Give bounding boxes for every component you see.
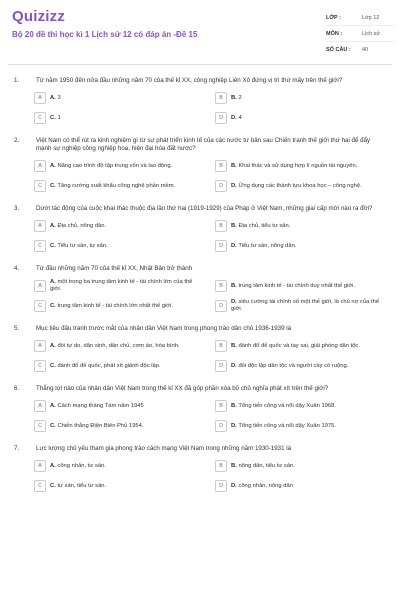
answer-options — [34, 459, 386, 493]
option-text — [50, 463, 106, 470]
question-text-row — [14, 265, 386, 273]
question-5 — [14, 325, 386, 373]
meta-row-grade — [326, 10, 394, 26]
question-4 — [14, 265, 386, 313]
option-letter-box: C — [34, 112, 46, 124]
option-text — [231, 95, 242, 102]
meta-value: 40 — [362, 46, 369, 53]
option-text — [50, 115, 61, 122]
answer-option-c[interactable] — [34, 479, 205, 493]
question-3 — [14, 205, 386, 253]
answer-option-c[interactable] — [34, 111, 205, 125]
answer-options — [34, 91, 386, 125]
option-label: A. — [50, 342, 56, 349]
meta-label: MÔN : — [326, 30, 343, 37]
option-label: D. — [231, 422, 237, 429]
option-content: đánh đổ đế quốc, phát xít giành độc lập. — [57, 362, 161, 369]
answer-option-d[interactable] — [215, 299, 386, 313]
option-letter-box: D — [215, 112, 227, 124]
option-label: A. — [50, 162, 56, 169]
answer-option-a[interactable] — [34, 459, 205, 473]
option-text — [50, 483, 106, 490]
option-label: D. — [231, 482, 237, 489]
question-text: Thắng lợi nào của nhân dân Việt Nam trong thế kỉ XX đã góp phần xóa bỏ chủ nghĩa phát xít trên thế giới? — [36, 385, 329, 392]
option-letter-box: D — [215, 240, 227, 252]
option-content: 1 — [57, 114, 61, 121]
option-label: C. — [50, 302, 56, 309]
option-text — [50, 95, 61, 102]
meta-row-count — [326, 42, 394, 57]
meta-label: LỚP : — [326, 14, 341, 21]
option-label: A. — [50, 462, 56, 469]
option-text — [231, 243, 296, 250]
option-content: Tổng tiến công và nổi dậy Xuân 1975. — [238, 422, 336, 429]
option-text — [231, 115, 242, 122]
option-text — [231, 223, 290, 230]
question-text-row — [14, 445, 386, 453]
answer-option-c[interactable] — [34, 239, 205, 253]
option-content: Tiểu tư sản, tư sản. — [57, 242, 108, 249]
option-label: C. — [50, 362, 56, 369]
worksheet-title: Bộ 20 đề thi học kì 1 Lịch sử 12 có đáp án -Đề 15 — [12, 30, 198, 39]
answer-option-d[interactable] — [215, 479, 386, 493]
question-text-row — [14, 137, 386, 153]
question-number: 2. — [14, 137, 20, 144]
option-label: A. — [50, 279, 56, 285]
answer-option-b[interactable] — [215, 339, 386, 353]
question-number: 3. — [14, 205, 20, 212]
option-label: C. — [50, 114, 56, 121]
answer-options — [34, 339, 386, 373]
answer-option-a[interactable] — [34, 339, 205, 353]
option-label: B. — [231, 94, 237, 101]
option-content: Cách mạng tháng Tám năm 1945 — [57, 402, 144, 409]
option-letter-box: D — [215, 360, 227, 372]
option-content: một trong ba trung tâm kinh tế - tài chính lớn của thế giới. — [50, 279, 193, 292]
answer-option-a[interactable] — [34, 159, 205, 173]
answer-option-b[interactable] — [215, 159, 386, 173]
option-label: B. — [231, 282, 237, 289]
option-label: A. — [50, 222, 56, 229]
option-content: đòi độc lập dân tộc và người cày có ruộng. — [238, 362, 349, 369]
option-label: C. — [50, 242, 56, 249]
option-label: D. — [231, 299, 237, 305]
option-letter-box: C — [34, 480, 46, 492]
question-text: Mục tiêu đấu tranh trước mắt của nhân dân Việt Nam trong phong trào dân chủ 1936-1939 là — [36, 325, 292, 332]
option-label: C. — [50, 182, 56, 189]
option-text — [50, 279, 205, 293]
option-letter-box: C — [34, 240, 46, 252]
option-label: B. — [231, 462, 237, 469]
option-content: công nhân, nông dân — [238, 482, 293, 489]
option-label: B. — [231, 162, 237, 169]
option-text — [50, 183, 175, 190]
question-text: Lực lượng chủ yếu tham gia phong trào cách mạng Việt Nam trong những năm 1930-1931 là — [36, 445, 292, 452]
option-content: trung tâm kinh tế - tài chính lớn nhất thế giới. — [57, 302, 173, 309]
answer-option-d[interactable] — [215, 419, 386, 433]
option-content: trung tâm kinh tế - tài chính duy nhất thế giới. — [238, 282, 356, 289]
option-text — [50, 403, 144, 410]
answer-option-d[interactable] — [215, 111, 386, 125]
option-letter-box: D — [215, 420, 227, 432]
question-2 — [14, 137, 386, 193]
option-text — [231, 343, 360, 350]
option-content: Khai thác và sử dụng hợp lí nguồn tài nguyên. — [238, 162, 358, 169]
answer-options — [34, 399, 386, 433]
question-list — [0, 77, 400, 493]
meta-value: Lớp 12 — [362, 14, 380, 21]
option-text — [231, 483, 293, 490]
answer-option-a[interactable] — [34, 219, 205, 233]
option-letter-box: B — [215, 460, 227, 472]
option-letter-box: B — [215, 280, 227, 292]
option-text — [231, 463, 295, 470]
option-letter-box: D — [215, 180, 227, 192]
answer-option-b[interactable] — [215, 91, 386, 105]
option-text — [231, 299, 386, 313]
option-label: B. — [231, 222, 237, 229]
option-content: tư sản, tiểu tư sản. — [57, 482, 107, 489]
option-letter-box: B — [215, 340, 227, 352]
option-letter-box: A — [34, 340, 46, 352]
option-text — [231, 423, 336, 430]
question-text-row — [14, 385, 386, 393]
option-content: đòi tự do, dân sinh, dân chủ, cơm áo, hòa bình. — [57, 342, 180, 349]
option-text — [50, 223, 106, 230]
option-content: công nhân, tư sản. — [57, 462, 106, 469]
option-content: 2 — [238, 94, 242, 101]
option-label: C. — [50, 482, 56, 489]
option-content: đánh đổ đế quốc và tay sai, giải phóng dân tộc. — [238, 342, 360, 349]
option-letter-box: D — [215, 480, 227, 492]
option-content: 3 — [57, 94, 61, 101]
answer-options — [34, 279, 386, 313]
question-text: Từ năm 1950 đến nửa đầu những năm 70 của thế kỉ XX, công nghiệp Liên Xô đứng vị trí thứ mấy trên thế giới? — [36, 77, 343, 84]
option-letter-box: C — [34, 180, 46, 192]
option-letter-box: A — [34, 460, 46, 472]
option-content: Tổng tiến công và nổi dậy Xuân 1968. — [238, 402, 336, 409]
option-label: A. — [50, 402, 56, 409]
answer-option-d[interactable] — [215, 359, 386, 373]
meta-value: Lịch sử — [362, 30, 381, 37]
option-text — [231, 403, 336, 410]
option-text — [50, 343, 180, 350]
option-letter-box: B — [215, 400, 227, 412]
option-content: 4 — [238, 114, 242, 121]
option-letter-box: B — [215, 220, 227, 232]
answer-option-c[interactable] — [34, 299, 205, 313]
answer-option-a[interactable] — [34, 279, 205, 293]
option-letter-box: B — [215, 92, 227, 104]
option-content: Địa chủ, nông dân. — [57, 222, 107, 229]
question-number: 6. — [14, 385, 20, 392]
answer-options — [34, 219, 386, 253]
option-text — [231, 163, 357, 170]
question-text: Dưới tác động của cuộc khai thác thuộc địa lần thứ hai (1919-1929) của Pháp ở Việt Nam, những giai cấp mới nào ra đời? — [36, 205, 373, 212]
option-text — [231, 363, 348, 370]
option-content: Tăng cường xuất khẩu công nghệ phần mềm. — [57, 182, 176, 189]
question-number: 7. — [14, 445, 20, 452]
answer-option-b[interactable] — [215, 279, 386, 293]
question-text-row — [14, 205, 386, 213]
option-label: D. — [231, 362, 237, 369]
option-content: nông dân, tiểu tư sản. — [238, 462, 295, 469]
option-label: C. — [50, 422, 56, 429]
option-letter-box: A — [34, 280, 46, 292]
meta-label: SỐ CÂU : — [326, 46, 351, 53]
option-text — [231, 183, 362, 190]
option-content: Tiểu tư sản, nông dân. — [238, 242, 297, 249]
option-letter-box: D — [215, 300, 227, 312]
answer-option-b[interactable] — [215, 459, 386, 473]
option-letter-box: C — [34, 300, 46, 312]
option-label: D. — [231, 114, 237, 121]
answer-option-c[interactable] — [34, 419, 205, 433]
option-letter-box: C — [34, 360, 46, 372]
option-letter-box: A — [34, 92, 46, 104]
option-content: Địa chủ, tiểu tư sản. — [238, 222, 291, 229]
option-letter-box: B — [215, 160, 227, 172]
option-letter-box: A — [34, 160, 46, 172]
answer-option-a[interactable] — [34, 399, 205, 413]
answer-option-b[interactable] — [215, 399, 386, 413]
option-text — [50, 243, 108, 250]
option-label: D. — [231, 182, 237, 189]
question-number: 4. — [14, 265, 20, 272]
option-text — [50, 163, 172, 170]
option-content: Ứng dụng các thành tựu khoa học – công nghệ. — [238, 182, 362, 189]
quizizz-logo: Quizizz — [12, 8, 66, 25]
option-text — [231, 283, 355, 290]
meta-row-subject — [326, 26, 394, 42]
option-content: Nâng cao trình độ tập trung vốn và lao động. — [57, 162, 173, 169]
question-number: 5. — [14, 325, 20, 332]
question-text: Việt Nam có thể rút ra kinh nghiệm gì từ sự phát triển kinh tế của các nước tư bản sau Chiến tranh thế giới thứ hai để đẩy mạnh sự nghiệp công nghiệp hoa, hiện đại hóa đất nước? — [36, 137, 371, 152]
meta-table — [326, 10, 394, 57]
option-label: D. — [231, 242, 237, 249]
option-text — [50, 303, 173, 310]
option-text — [50, 363, 161, 370]
question-text-row — [14, 325, 386, 333]
option-letter-box: A — [34, 400, 46, 412]
option-letter-box: A — [34, 220, 46, 232]
question-7 — [14, 445, 386, 493]
option-text — [50, 423, 144, 430]
question-text: Từ đầu những năm 70 của thế kỉ XX, Nhật Bản trở thành — [36, 265, 193, 272]
option-label: B. — [231, 402, 237, 409]
answer-option-d[interactable] — [215, 179, 386, 193]
option-letter-box: C — [34, 420, 46, 432]
header-divider — [8, 64, 392, 65]
option-label: B. — [231, 342, 237, 349]
answer-option-b[interactable] — [215, 219, 386, 233]
answer-option-c[interactable] — [34, 179, 205, 193]
answer-option-d[interactable] — [215, 239, 386, 253]
question-text-row — [14, 77, 386, 85]
answer-option-a[interactable] — [34, 91, 205, 105]
question-1 — [14, 77, 386, 125]
question-6 — [14, 385, 386, 433]
option-label: A. — [50, 94, 56, 101]
answer-options — [34, 159, 386, 193]
worksheet-header — [0, 0, 400, 64]
option-content: siêu cường tài chính số một thế giới, là chủ nợ của thế giới. — [231, 299, 380, 312]
option-content: Chiến thắng Điện Biên Phủ 1954. — [57, 422, 144, 429]
answer-option-c[interactable] — [34, 359, 205, 373]
question-number: 1. — [14, 77, 20, 84]
